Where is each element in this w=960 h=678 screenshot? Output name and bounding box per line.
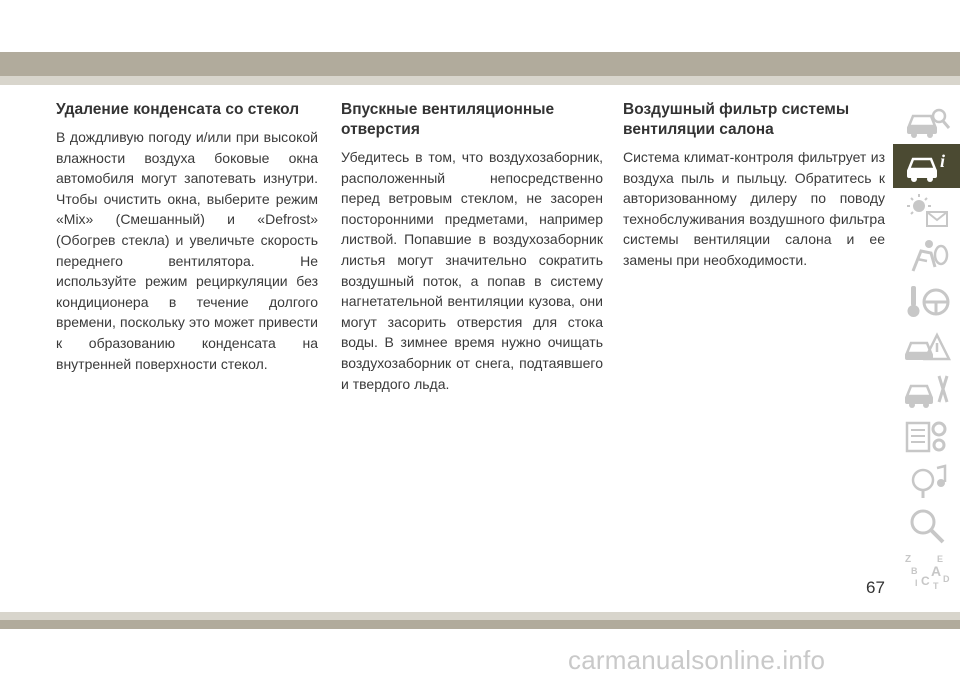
index-letter: C	[920, 574, 930, 588]
svg-text:i: i	[939, 151, 945, 171]
key-steering-icon	[903, 282, 951, 320]
tab-car-info[interactable]	[893, 144, 960, 188]
index-letter: T	[932, 581, 938, 590]
header-band-light	[0, 76, 960, 85]
section-title: Впускные вентиляционные отверстия	[341, 101, 555, 138]
tab-warning-lights[interactable]	[893, 189, 960, 233]
tab-multimedia[interactable]	[893, 459, 960, 503]
car-search-icon	[903, 102, 951, 140]
car-warning-icon	[903, 327, 951, 365]
alphabet-index-icon	[903, 552, 951, 590]
section-air-intake	[341, 100, 603, 394]
watermark: carmanualsonline.info	[568, 645, 826, 675]
section-title: Удаление конденсата со стекол	[56, 101, 300, 118]
index-letter: B	[910, 566, 917, 576]
car-tools-icon	[903, 372, 951, 410]
header-band	[0, 52, 960, 76]
tab-specs-gears[interactable]	[893, 414, 960, 458]
car-info-icon	[903, 147, 951, 185]
warning-lights-icon	[903, 192, 951, 230]
section-title: Воздушный фильтр системы вентиляции салона	[623, 101, 850, 138]
footer-band	[0, 620, 960, 629]
index-letter: I	[914, 578, 918, 588]
section-body: Система климат-контроля фильтрует из воздуха пыль и пыльцу. Обратитесь к авторизованному дилеру по поводу технобслуживания воздушного фильтра системы вентиляции салона и ее замены при необходимости.	[623, 149, 885, 268]
index-letter: E	[936, 554, 943, 564]
section-defogging	[56, 100, 318, 374]
footer-band-light	[0, 612, 960, 620]
tab-airbag-seat[interactable]	[893, 234, 960, 278]
tab-alphabet-index[interactable]	[893, 549, 960, 593]
index-letter: D	[942, 574, 949, 584]
specs-gears-icon	[903, 417, 951, 455]
airbag-seat-icon	[903, 237, 951, 275]
page-number: 67	[866, 578, 885, 597]
section-body: Убедитесь в том, что воздухозаборник, расположенный непосредственно перед ветровым стеклом, не засорен посторонними предметами, например листвой. Попавшие в воздухозаборник листья могут значительно сократить воздушный поток, а попав в систему нагнетательной вентиляции кузова, они могут засорить отверстия для стока воды. В зимнее время нужно очищать воздухозаборник от снега, подтаявшего и твердого льда.	[341, 149, 603, 392]
tab-car-warning[interactable]	[893, 324, 960, 368]
tab-index-search[interactable]	[893, 504, 960, 548]
index-letter: Z	[904, 554, 911, 565]
multimedia-icon	[903, 462, 951, 500]
tab-car-search[interactable]	[893, 99, 960, 143]
section-cabin-filter	[623, 100, 885, 271]
tab-car-tools[interactable]	[893, 369, 960, 413]
section-body: В дождливую погоду и/или при высокой влажности воздуха боковые окна автомобиля могут запотевать изнутри. Чтобы очистить окна, выберите режим «Mix» (Смешанный) и «Defrost» (Обогрев стекла) и увеличьте скорость переднего вентилятора. Не используйте режим рециркуляции без кондиционера в течение долгого времени, поскольку это может привести к образованию конденсата на внутренней поверхности стекол.	[56, 129, 318, 372]
index-search-icon	[903, 507, 951, 545]
index-letter: A	[930, 563, 941, 579]
tab-key-steering[interactable]	[893, 279, 960, 323]
